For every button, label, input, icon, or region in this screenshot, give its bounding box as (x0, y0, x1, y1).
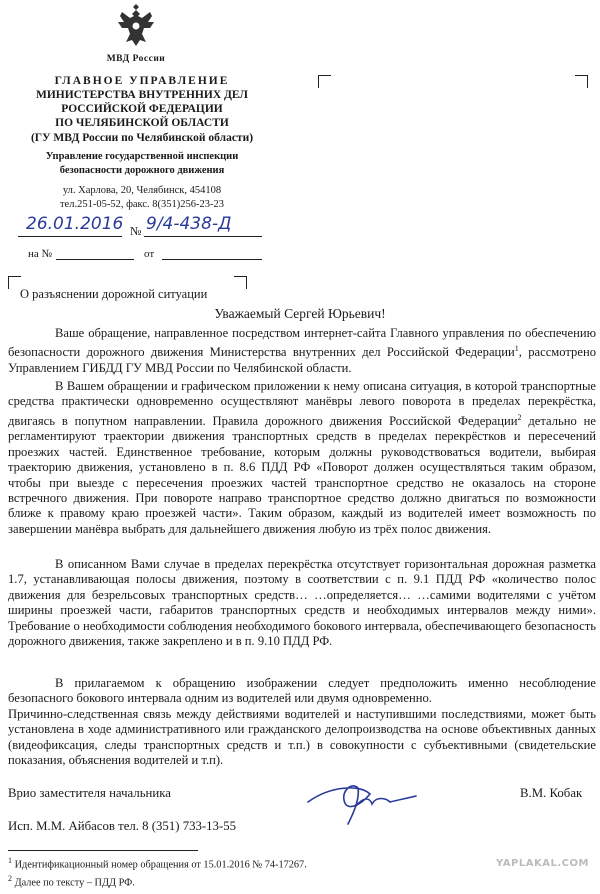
letter-greeting: Уважаемый Сергей Юрьевич! (214, 306, 386, 321)
handwritten-signature (300, 776, 420, 826)
letter-subject: О разъяснении дорожной ситуации (20, 287, 208, 301)
footnote-1: $^1$ Идентификационный номер обращения от 15.01.2016 № 74-17267. (8, 856, 307, 871)
number-line (144, 236, 262, 237)
paragraph-3: В описанном Вами случае в пределах перекрёстка отсутствует горизонтальная дорожная разметка 1.7, устанавливающая полосы движения, поэтому в соответствии с п. 9.1 ПДД РФ «количество полос движения для безрельсовых транспортных средств… …определяется… …самими водителями с учётом ширины проезжей части, габаритов транспортных средств и необходимых интервалов между ними». Требование о необходимости соблюдения необходимого бокового интервала, обеспечивающего безопасность дорожного движения, также закреплено и в п. 9.10 ПДД РФ. (8, 557, 596, 649)
handwritten-number: 9/4-438-Д (146, 214, 232, 234)
executor-line: Исп. М.М. Айбасов тел. 8 (351) 733-13-55 (8, 819, 237, 833)
org-line: МИНИСТЕРСТВА ВНУТРЕННИХ ДЕЛ (35, 89, 249, 101)
watermark: YAPLAKAL.COM (496, 858, 589, 869)
date-line (18, 236, 122, 237)
eagle-emblem-icon (112, 4, 160, 52)
address-corner-top-left (318, 75, 331, 88)
org-line: РОССИЙСКОЙ ФЕДЕРАЦИИ (61, 103, 223, 115)
paragraph-1: Ваше обращение, направленное посредством интернет-сайта Главного управления по обеспечению безопасности дорожного движения Министерства внутренних дел Российской Федерации$^1$, рассмотрено Управлением ГИБДД ГУ МВД России по Челябинской области. (8, 326, 596, 375)
org-line: ГЛАВНОЕ УПРАВЛЕНИЕ (54, 75, 230, 87)
department-line: безопасности дорожного движения (59, 165, 225, 176)
ref-number-line (56, 259, 134, 260)
handwritten-date: 26.01.2016 (26, 214, 124, 234)
address-line: ул. Харлова, 20, Челябинск, 454108 (62, 185, 222, 196)
org-line: ПО ЧЕЛЯБИНСКОЙ ОБЛАСТИ (55, 117, 229, 129)
subject-corner-right (234, 276, 247, 289)
address-corner-top-right (575, 75, 588, 88)
footnote-2: $^2$ Далее по тексту – ПДД РФ. (8, 874, 135, 889)
address-line: тел.251-05-52, факс. 8(351)256-23-23 (59, 199, 225, 210)
ref-from: от (144, 248, 155, 260)
signatory-title: Врио заместителя начальника (8, 786, 171, 800)
signatory-name: В.М. Кобак (520, 786, 583, 800)
org-line: (ГУ МВД России по Челябинской области) (30, 132, 254, 144)
ref-date-line (162, 259, 262, 260)
footnote-divider (8, 850, 198, 851)
number-symbol: № (130, 224, 142, 238)
ref-prefix: на № (28, 248, 53, 260)
paragraph-4: В прилагаемом к обращению изображении следует предположить именно несоблюдение безопасного бокового интервала одним из водителей или двумя одновременно. Причинно-следственная связь между действиями водителей и наступившими последствиями, может быть установлена в ходе административного или гражданского делопроизводства на основе объективных данных (видеофиксация, следы транспортных средств и т.п.) в совокупности с субъективными (свидетельские показания, объяснения водителей и т.п). (8, 676, 596, 768)
paragraph-2: В Вашем обращении и графическом приложении к нему описана ситуация, в которой транспортные средства практически одновременно осуществляют манёвры левого поворота в пределах перекрёстка, двигаясь в попутном направлении. Правила дорожного движения Российской Федерации$^2$ детально не регламентируют траектории движения транспортных средств в пределах перекрёстков и пересечений проезжих частей. Единственное требование, которым должны руководствоваться водители, выбирая траекторию движения, установлено в п. 8.6 ПДД РФ «Поворот должен осуществляться таким образом, чтобы при выезде с пересечения проезжих частей транспортное средство не оказалось на стороне встречного движения. При повороте направо транспортное средство должно двигаться по возможности ближе к правому краю проезжей части». Таким образом, каждый из водителей имеет возможность по завершении манёвра выбрать для дальнейшего движения любую из трёх полос движения. (8, 379, 596, 536)
agency-name: МВД России (106, 54, 166, 64)
department-line: Управление государственной инспекции (45, 151, 239, 162)
